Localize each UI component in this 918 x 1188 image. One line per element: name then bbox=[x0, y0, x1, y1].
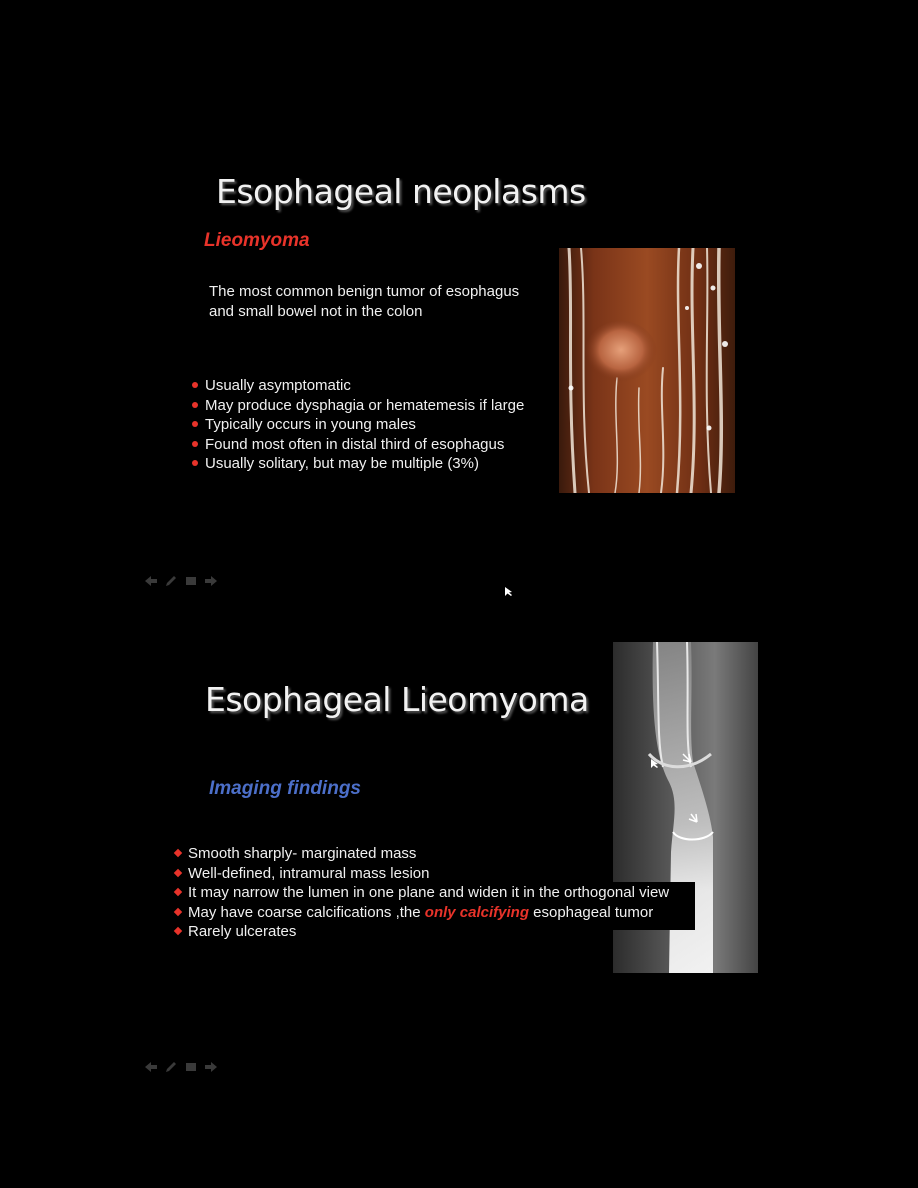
slide-nav-controls bbox=[144, 1061, 218, 1073]
intro-text bbox=[209, 282, 519, 322]
endoscopic-specimen-photo bbox=[559, 248, 735, 493]
bullet-text: May have coarse calcifications ,the bbox=[188, 903, 425, 921]
intro-line: The most common benign tumor of esophagus bbox=[209, 283, 520, 300]
list-item: Usually asymptomatic bbox=[190, 376, 524, 396]
slide-subtitle: Imaging findings bbox=[209, 778, 361, 799]
intro-line: and small bowel not in the colon bbox=[209, 303, 423, 320]
slide-nav-controls bbox=[144, 575, 218, 587]
prev-arrow-icon[interactable] bbox=[144, 1061, 158, 1073]
list-item: Typically occurs in young males bbox=[190, 415, 524, 435]
pen-icon[interactable] bbox=[164, 575, 178, 587]
list-item: Smooth sharply- marginated mass bbox=[173, 844, 669, 864]
slide-title: Esophageal neoplasms bbox=[216, 172, 586, 211]
list-item: Well-defined, intramural mass lesion bbox=[173, 864, 669, 884]
list-item: May produce dysphagia or hematemesis if large bbox=[190, 396, 524, 416]
highlight-text: only calcifying bbox=[424, 903, 529, 921]
bullet-list bbox=[173, 844, 669, 942]
list-item: Rarely ulcerates bbox=[173, 922, 669, 942]
bullet-list bbox=[190, 376, 524, 474]
slide-esophageal-lieomyoma bbox=[0, 594, 918, 1188]
pen-icon[interactable] bbox=[164, 1061, 178, 1073]
next-arrow-icon[interactable] bbox=[204, 575, 218, 587]
list-item: Found most often in distal third of esophagus bbox=[190, 435, 524, 455]
menu-icon[interactable] bbox=[184, 1061, 198, 1073]
list-item bbox=[173, 903, 669, 923]
mouse-cursor-icon bbox=[651, 759, 659, 769]
bullet-text: esophageal tumor bbox=[528, 903, 654, 921]
next-arrow-icon[interactable] bbox=[204, 1061, 218, 1073]
list-item: It may narrow the lumen in one plane and widen it in the orthogonal view bbox=[173, 883, 669, 903]
menu-icon[interactable] bbox=[184, 575, 198, 587]
prev-arrow-icon[interactable] bbox=[144, 575, 158, 587]
slide-subtitle: Lieomyoma bbox=[204, 230, 310, 251]
list-item: Usually solitary, but may be multiple (3%) bbox=[190, 454, 524, 474]
slide-title: Esophageal Lieomyoma bbox=[205, 680, 589, 719]
